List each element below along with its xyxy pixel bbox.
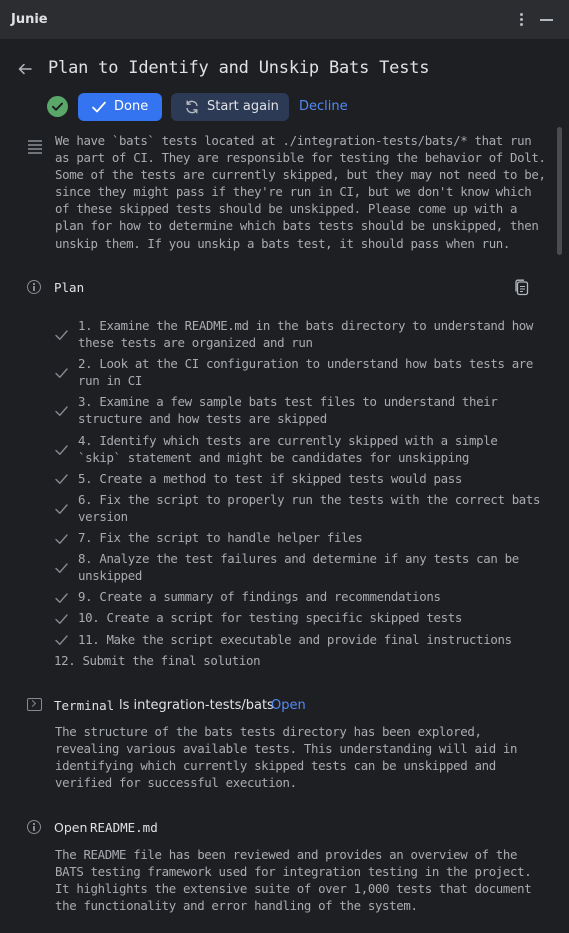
- checkmark-icon: [54, 632, 78, 646]
- info-icon: [27, 280, 41, 294]
- terminal-icon: [27, 698, 42, 711]
- terminal-label: Terminal: [54, 698, 115, 713]
- more-vertical-icon[interactable]: [515, 12, 527, 28]
- checkmark-icon: [91, 100, 107, 114]
- terminal-open-link[interactable]: Open: [271, 698, 306, 713]
- plan-title: Plan: [54, 280, 85, 295]
- app-title: Junie: [11, 12, 48, 27]
- plan-item: [54, 491, 554, 525]
- done-button[interactable]: [78, 93, 162, 121]
- copy-icon[interactable]: [514, 279, 530, 296]
- start-again-button-label: Start again: [207, 99, 279, 114]
- checkmark-icon: [54, 403, 78, 417]
- task-prompt: We have `bats` tests located at ./integration-tests/bats/* that run as part of CI. They are responsible for testing the behavior of Dolt. Some of the tests are currently skipped, but they may not need to be, since they might pass if they're run in CI, but we don't know which of these skipped tests should be unskipped. Please come up with a plan for how to determine which bats tests should be unskipped, then unskip them. If you unskip a bats test, it should pass when run.: [55, 133, 546, 251]
- scrollbar[interactable]: [557, 127, 562, 255]
- plan-item: [54, 355, 554, 389]
- plan-item-text: 7. Fix the script to handle helper files: [78, 530, 363, 546]
- plan-list: [54, 317, 554, 673]
- decline-link[interactable]: Decline: [299, 99, 348, 114]
- list-icon: [28, 140, 42, 154]
- plan-item: [54, 317, 554, 351]
- checkmark-icon: [54, 590, 78, 604]
- check-circle-icon: [47, 96, 68, 117]
- checkmark-icon: [54, 327, 78, 341]
- checkmark-icon: [54, 471, 78, 485]
- checkmark-icon: [54, 531, 78, 545]
- plan-item: [54, 432, 554, 466]
- plan-item-text: 1. Examine the README.md in the bats directory to understand how these tests are organized and run: [78, 318, 534, 351]
- back-arrow-icon[interactable]: [16, 60, 34, 78]
- info-icon: [27, 820, 41, 834]
- open-label: Open: [54, 820, 88, 835]
- done-button-label: Done: [114, 99, 149, 114]
- plan-item: [54, 631, 554, 648]
- plan-item: [54, 470, 554, 487]
- terminal-summary: The structure of the bats tests directory has been explored, revealing various available tests. This understanding will aid in identifying which currently skipped tests can be unskipped and verified for successful execution.: [55, 724, 518, 791]
- readme-summary: The README file has been reviewed and provides an overview of the BATS testing framework used for integration testing in the project. It highlights the extensive suite of over 1,000 tests that document the functionality and error handling of the system.: [55, 847, 532, 914]
- plan-item: [54, 588, 554, 605]
- plan-item: [54, 529, 554, 546]
- plan-item-text: 6. Fix the script to properly run the tests with the correct bats version: [78, 491, 541, 524]
- terminal-command: ls integration-tests/bats: [119, 698, 274, 713]
- plan-item: [54, 609, 554, 626]
- plan-item-text: 3. Examine a few sample bats test files to understand their structure and how tests are skipped: [78, 394, 498, 427]
- title-bar: [0, 0, 569, 40]
- plan-item-text: 2. Look at the CI configuration to understand how bats tests are run in CI: [78, 356, 534, 389]
- plan-item: [54, 652, 554, 669]
- plan-item-text: 9. Create a summary of findings and recommendations: [78, 589, 441, 605]
- page-title: Plan to Identify and Unskip Bats Tests: [48, 58, 430, 78]
- open-filename: README.md: [90, 820, 158, 835]
- plan-item-text: 4. Identify which tests are currently skipped with a simple `skip` statement and might be candidates for unskipping: [78, 432, 498, 465]
- plan-item-text: 5. Create a method to test if skipped tests would pass: [78, 470, 462, 486]
- checkmark-icon: [54, 501, 78, 515]
- plan-item-text: 11. Make the script executable and provide final instructions: [78, 631, 512, 647]
- plan-item-text: 12. Submit the final solution: [54, 652, 261, 668]
- checkmark-icon: [54, 611, 78, 625]
- start-again-button[interactable]: [171, 93, 289, 121]
- checkmark-icon: [54, 365, 78, 379]
- minimize-icon[interactable]: [540, 13, 554, 27]
- checkmark-icon: [54, 560, 78, 574]
- plan-item-text: 8. Analyze the test failures and determine if any tests can be unskipped: [78, 551, 519, 584]
- checkmark-icon: [54, 442, 78, 456]
- plan-item: [54, 550, 554, 584]
- plan-item-text: 10. Create a script for testing specific skipped tests: [78, 610, 462, 626]
- refresh-icon: [184, 99, 200, 115]
- plan-item: [54, 393, 554, 427]
